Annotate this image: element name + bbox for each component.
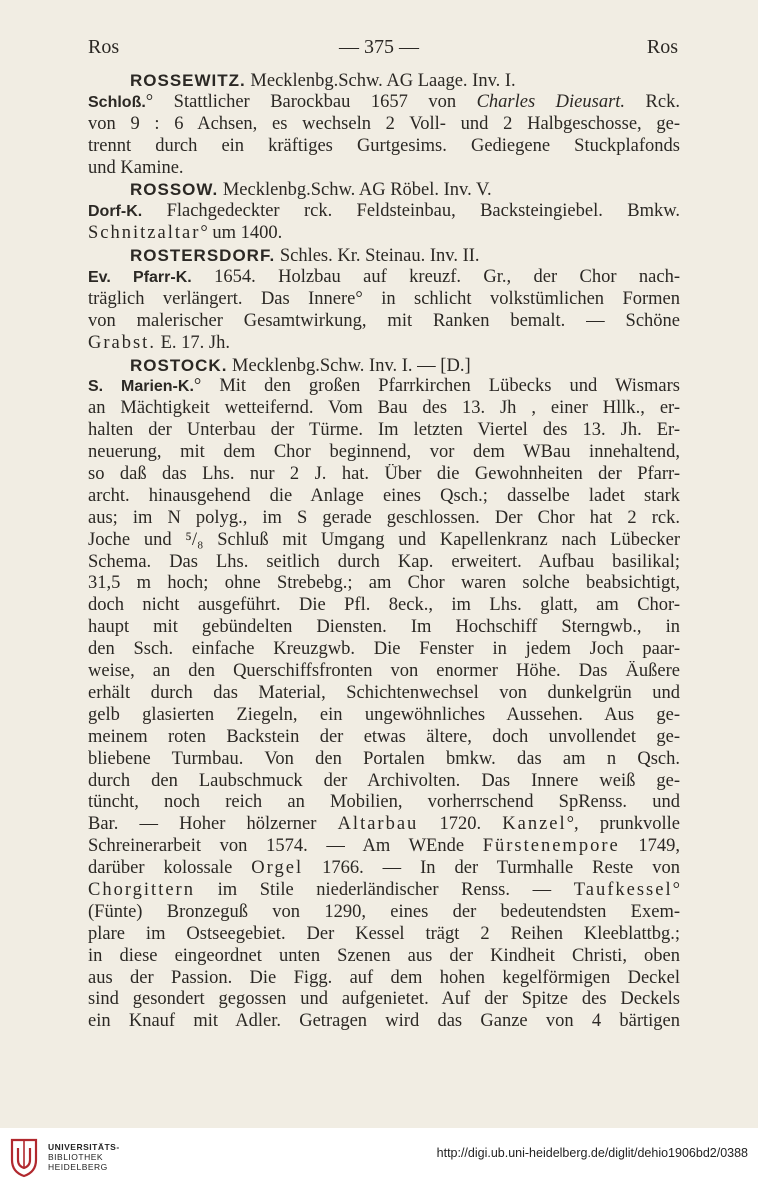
text-line <box>88 880 680 902</box>
text-line <box>88 617 680 639</box>
text-line <box>88 858 680 880</box>
text-line <box>88 158 680 180</box>
text-line <box>88 486 680 508</box>
text-line <box>88 595 680 617</box>
text-run: °, prunkvolle <box>566 814 680 835</box>
text-run: an Mächtigkeit wetteifernd. Vom Bau des 13. Jh , einer Hllk., er- <box>88 398 680 419</box>
place-name: ROSSEWITZ. <box>130 71 246 90</box>
text-line <box>88 836 680 858</box>
text-line <box>88 749 680 771</box>
text-run: ° Stattlicher Barockbau 1657 von <box>145 91 477 112</box>
text-line <box>88 552 680 574</box>
text-run: (Fünte) Bronzeguß von 1290, eines der bedeutendsten Exem- <box>88 901 680 922</box>
place-name: ROSTERSDORF. <box>130 246 276 266</box>
text-run: aus; im N polyg., im S gerade geschlossen. Der Chor hat 2 rck. <box>88 507 680 528</box>
text-run: 31,5 m hoch; ohne Strebebg.; am Chor waren solche beabsichtigt, <box>88 573 680 594</box>
institution-name <box>48 1142 120 1172</box>
text-run: 1766. — In der Turmhalle Reste von <box>303 858 680 879</box>
text-line <box>88 289 680 311</box>
text-run: in diese eingeordnet unten Szenen aus der Kindheit Christi, oben <box>88 945 680 966</box>
text-run: so daß das Lhs. nur 2 J. hat. Über die Gewohnheiten der Pfarr- <box>88 464 680 485</box>
text-run: tüncht, noch reich an Mobilien, vorherrschend SpRenss. und <box>88 792 680 813</box>
text-line <box>88 771 680 793</box>
building-name: Ev. Pfarr-K. <box>88 269 192 287</box>
place-name: ROSTOCK. <box>130 355 228 375</box>
text-run: den Ssch. einfache Kreuzgwb. Die Fenster in jedem Joch paar- <box>88 639 680 660</box>
text-run: neuerung, mit dem Chor beginnend, vor dem WBau innehaltend, <box>88 442 680 463</box>
text-run: Charles Dieusart. <box>476 91 626 112</box>
text-run: träglich verlängert. Das Innere° in schlicht volkstümlichen Formen <box>88 288 680 309</box>
text-line <box>88 464 680 486</box>
text-run: Kanzel <box>502 814 567 835</box>
text-line <box>88 573 680 595</box>
text-run: Bar. — Hoher hölzerner <box>88 814 338 835</box>
text-line <box>88 179 680 201</box>
text-run: Mecklenbg.Schw. AG Laage. Inv. I. <box>245 71 516 91</box>
text-line <box>88 136 680 158</box>
text-line <box>88 946 680 968</box>
text-run: Joche und ⁵/₈ Schluß mit Umgang und Kapellenkranz nach Lübecker <box>88 529 680 550</box>
text-line <box>88 420 680 442</box>
text-run: E. 17. Jh. <box>155 332 230 353</box>
text-line <box>88 376 680 398</box>
text-line <box>88 924 680 946</box>
text-line <box>88 70 680 92</box>
text-run: weise, an den Querschiffsfronten von enormer Höhe. Das Äußere <box>88 661 680 682</box>
text-run: aus der Passion. Die Figg. auf dem hohen kegelförmigen Deckel <box>88 967 680 988</box>
place-name: ROSSOW. <box>130 180 219 200</box>
text-run: Schreinerarbeit von 1574. — Am WEnde <box>88 836 483 857</box>
building-name: S. Marien-K. <box>88 378 194 396</box>
text-line <box>88 92 680 114</box>
text-line <box>88 639 680 661</box>
viewer-footer <box>0 1128 758 1189</box>
text-run: Orgel <box>251 858 304 879</box>
text-run: sind gesondert gegossen und aufgenietet. Auf der Spitze des Deckels <box>88 989 680 1010</box>
text-line <box>88 968 680 990</box>
text-line <box>88 201 680 223</box>
text-run: ° Mit den großen Pfarrkirchen Lübecks und Wismars <box>193 376 680 397</box>
text-line <box>88 114 680 136</box>
text-run: Altarbau <box>337 814 419 835</box>
text-run: archt. hinausgehend die Anlage eines Qsch.; dasselbe ladet stark <box>88 485 680 506</box>
institution-line: BIBLIOTHEK <box>48 1152 104 1162</box>
text-run: plare im Ostseegebiet. Der Kessel trägt 2 Reihen Kleeblattbg.; <box>88 923 680 944</box>
text-run: Grabst. <box>88 332 156 353</box>
text-line <box>88 311 680 333</box>
text-line <box>88 223 680 245</box>
text-line <box>88 902 680 924</box>
text-line <box>88 333 680 355</box>
text-run: 1749, <box>619 836 680 857</box>
building-name: Schloß. <box>88 93 146 111</box>
text-run: bliebene Turmbau. Von den Portalen bmkw. das am n Qsch. <box>88 748 680 769</box>
text-run: von 9 : 6 Achsen, es wechseln 2 Voll- und 2 Halbgeschosse, ge- <box>88 113 680 134</box>
institution-line: HEIDELBERG <box>48 1162 108 1172</box>
text-line <box>88 683 680 705</box>
text-run: halten der Unterbau der Türme. Im letzten Viertel des 13. Jh. Er- <box>88 420 680 441</box>
text-run: trennt durch ein kräftiges Gurtgesims. Gediegene Stuckplafonds <box>88 135 680 156</box>
page-number: — 375 — <box>339 36 419 58</box>
text-run: 1720. <box>418 814 503 835</box>
text-line <box>88 661 680 683</box>
page-body-text <box>88 70 680 1033</box>
text-line <box>88 705 680 727</box>
text-run: doch nicht ausgeführt. Die Pfl. 8eck., im Lhs. glatt, am Chor- <box>88 595 680 616</box>
text-run: ein Knauf mit Adler. Getragen wird das Ganze von 4 bärtigen <box>88 1011 680 1032</box>
text-run: gelb glasierten Ziegeln, ein ungewöhnliches Aussehen. Aus ge- <box>88 704 680 725</box>
text-run: von malerischer Gesamtwirkung, mit Ranken bemalt. — Schöne <box>88 310 680 331</box>
building-name: Dorf-K. <box>88 203 143 221</box>
text-run: durch den Laubschmuck der Archivolten. Das Innere weiß ge- <box>88 770 680 791</box>
running-head-right: Ros <box>646 36 678 58</box>
text-run: Mecklenbg.Schw. AG Röbel. Inv. V. <box>218 180 492 201</box>
text-line <box>88 267 680 289</box>
text-run: erhält durch das Material, Schichtenwechsel von dunkelgrün und <box>88 682 680 703</box>
text-run: Schles. Kr. Steinau. Inv. II. <box>275 246 480 267</box>
text-run: im Stile niederländischer Renss. — <box>194 879 574 900</box>
text-line <box>88 727 680 749</box>
text-run: Rck. <box>625 91 680 112</box>
text-run: Chorgittern <box>88 879 195 900</box>
permalink-url[interactable]: http://digi.ub.uni-heidelberg.de/diglit/dehio1906bd2/0388 <box>436 1146 748 1160</box>
text-line <box>88 355 680 377</box>
text-line <box>88 792 680 814</box>
text-run: ° <box>672 879 680 900</box>
text-run: und Kamine. <box>88 157 184 178</box>
text-line <box>88 814 680 836</box>
institution-line: UNIVERSITÄTS- <box>48 1142 120 1152</box>
text-line <box>88 530 680 552</box>
text-run: Mecklenbg.Schw. Inv. I. — [D.] <box>227 355 471 376</box>
ub-heidelberg-logo-icon[interactable] <box>8 1138 42 1178</box>
text-run: haupt mit gebündelten Diensten. Im Hochschiff Sterngwb., in <box>88 617 680 638</box>
text-run: 1654. Holzbau auf kreuzf. Gr., der Chor nach- <box>191 267 680 288</box>
text-run: Fürstenempore <box>482 836 620 857</box>
text-line <box>88 989 680 1011</box>
running-head-left: Ros <box>88 36 120 58</box>
text-line <box>88 1011 680 1033</box>
text-run: Schema. Das Lhs. seitlich durch Kap. erweitert. Aufbau basilikal; <box>88 551 680 572</box>
text-run: Flachgedeckter rck. Feldsteinbau, Backsteingiebel. Bmkw. <box>142 201 680 222</box>
text-run: darüber kolossale <box>88 858 252 879</box>
text-line <box>88 398 680 420</box>
text-line <box>88 508 680 530</box>
text-line <box>88 442 680 464</box>
text-line <box>88 245 680 267</box>
text-run: Taufkessel <box>573 879 673 900</box>
text-run: ° um 1400. <box>200 223 283 244</box>
text-run: meinem roten Backstein der etwas ältere, doch unvollendet ge- <box>88 726 680 747</box>
text-run: Schnitzaltar <box>88 223 201 244</box>
